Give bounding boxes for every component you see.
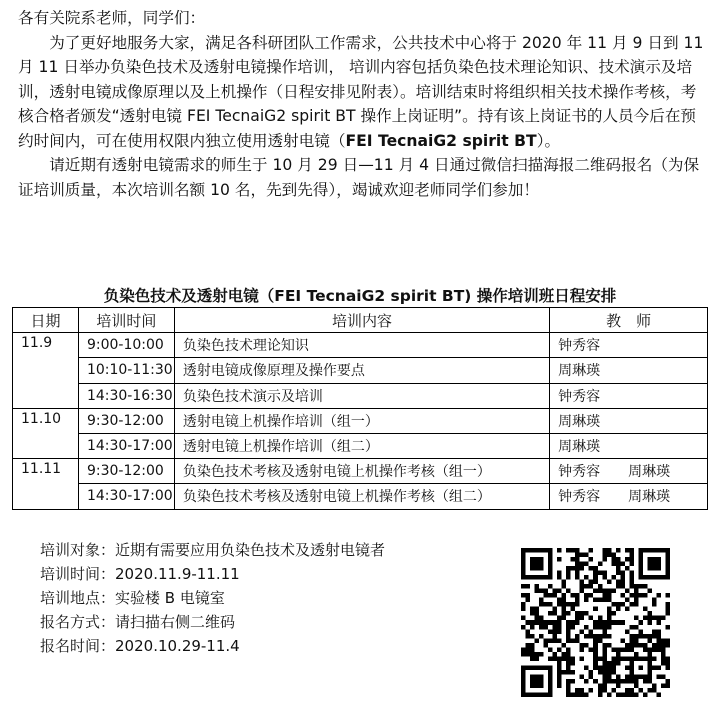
info-method <box>40 610 385 634</box>
table-row <box>13 459 708 484</box>
header-time: 培训时间 <box>78 308 174 333</box>
paragraph-intro <box>18 31 708 154</box>
time-cell: 10:10-11:30 <box>78 358 174 383</box>
info-time <box>40 562 385 586</box>
content-cell: 负染色技术理论知识 <box>174 333 549 358</box>
content-cell: 透射电镜上机操作培训（组二） <box>174 433 549 458</box>
table-row <box>13 433 708 458</box>
schedule-table <box>12 307 708 510</box>
info-signup <box>40 634 385 658</box>
registration-qr-code[interactable] <box>521 548 670 697</box>
info-label: 培训时间： <box>40 565 116 583</box>
header-content: 培训内容 <box>174 308 549 333</box>
info-value: 2020.10.29-11.4 <box>115 637 240 655</box>
paragraph-signup: 请近期有透射电镜需求的师生于 10 月 29 日—11 月 4 日通过微信扫描海报二维码报名（为保证培训质量，本次培训名额 10 名，先到先得），竭诚欢迎老师同学们参加！ <box>18 156 700 199</box>
time-cell: 9:30-12:00 <box>78 408 174 433</box>
time-cell: 14:30-17:00 <box>78 433 174 458</box>
content-cell: 负染色技术演示及培训 <box>174 383 549 408</box>
teacher-cell: 钟秀容 周琳瑛 <box>550 459 708 484</box>
teacher-cell: 钟秀容 周琳瑛 <box>550 484 708 509</box>
notice-body <box>18 6 708 202</box>
info-place <box>40 586 385 610</box>
content-cell: 透射电镜成像原理及操作要点 <box>174 358 549 383</box>
time-cell: 14:30-17:00 <box>78 484 174 509</box>
info-label: 报名时间： <box>40 637 116 655</box>
info-label: 报名方式： <box>40 613 116 631</box>
content-cell: 负染色技术考核及透射电镜上机操作考核（组二） <box>174 484 549 509</box>
time-cell: 9:30-12:00 <box>78 459 174 484</box>
header-date: 日期 <box>13 308 79 333</box>
header-teacher: 教 师 <box>550 308 708 333</box>
info-label: 培训地点： <box>40 589 116 607</box>
table-row <box>13 333 708 358</box>
schedule-title: 负染色技术及透射电镜（FEI TecnaiG2 spirit BT) 操作培训班日程安排 <box>103 287 617 305</box>
microscope-model: FEI TecnaiG2 spirit BT <box>345 131 537 150</box>
info-value: 实验楼 B 电镜室 <box>115 589 225 607</box>
teacher-cell: 钟秀容 <box>550 383 708 408</box>
paragraph-intro-text: 为了更好地服务大家，满足各科研团队工作需求，公共技术中心将于 2020 年 11 月 9 日到 11 月 11 日举办负染色技术及透射电镜操作培训， 培训内容包括负染色技术理论知识、技术演示及培训，透射电镜成像原理以及上机操作（日程安排见附表）。培训结束时将组织相关技术操作考核，考核合格者颁发“透射电镜 FEI TecnaiG2 spirit BT 操作上岗证明”。持有该上岗证书的人员今后在预约时间内，可在使用权限内独立使用透射电镜（ <box>18 33 704 150</box>
info-target <box>40 538 385 562</box>
greeting: 各有关院系老师，同学们： <box>18 9 206 27</box>
info-value: 2020.11.9-11.11 <box>115 565 240 583</box>
content-cell: 透射电镜上机操作培训（组一） <box>174 408 549 433</box>
teacher-cell: 周琳瑛 <box>550 408 708 433</box>
table-row <box>13 358 708 383</box>
date-cell: 11.10 <box>13 408 79 458</box>
date-cell: 11.11 <box>13 459 79 509</box>
time-cell: 14:30-16:30 <box>78 383 174 408</box>
info-value: 请扫描右侧二维码 <box>115 613 236 631</box>
info-value: 近期有需要应用负染色技术及透射电镜者 <box>115 541 386 559</box>
teacher-cell: 周琳瑛 <box>550 358 708 383</box>
table-row <box>13 484 708 509</box>
content-cell: 负染色技术考核及透射电镜上机操作考核（组一） <box>174 459 549 484</box>
teacher-cell: 钟秀容 <box>550 333 708 358</box>
info-label: 培训对象： <box>40 541 116 559</box>
table-row <box>13 408 708 433</box>
teacher-cell: 周琳瑛 <box>550 433 708 458</box>
training-info <box>40 538 385 658</box>
table-row <box>13 383 708 408</box>
time-cell: 9:00-10:00 <box>78 333 174 358</box>
paragraph-intro-end: ）。 <box>536 131 561 150</box>
schedule-header-row <box>13 308 708 333</box>
date-cell: 11.9 <box>13 333 79 409</box>
